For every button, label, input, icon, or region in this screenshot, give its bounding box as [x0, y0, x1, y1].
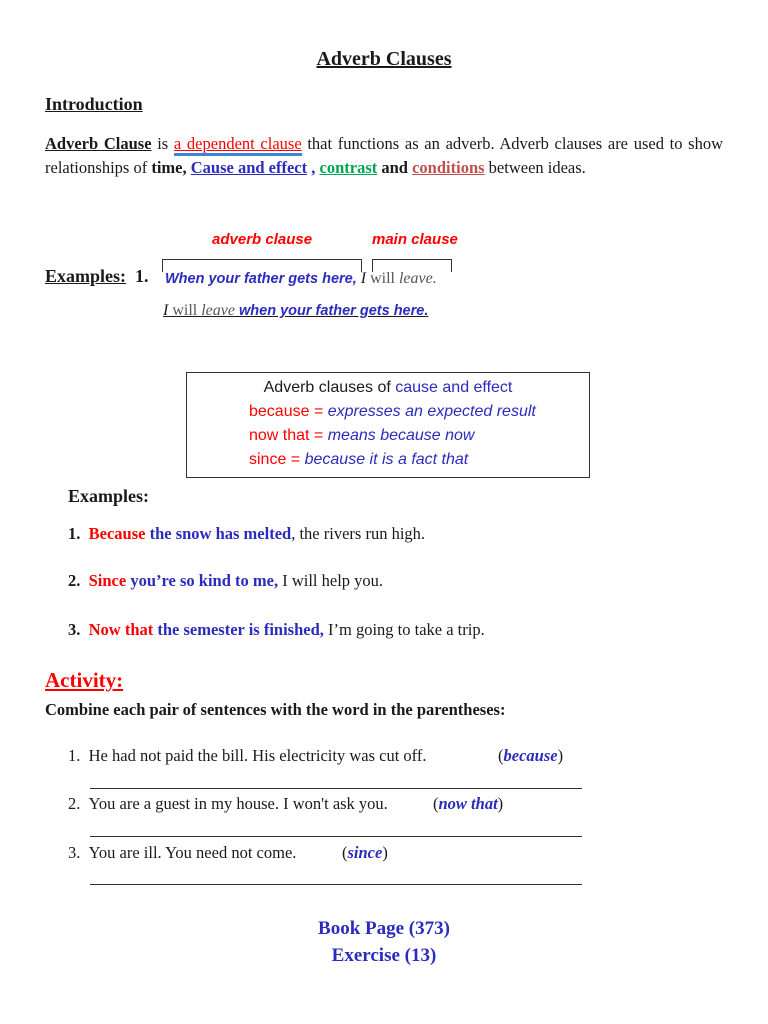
- activity-question-2: [68, 794, 388, 814]
- hint-paren: (: [342, 843, 348, 862]
- question-text: You are ill. You need not come.: [88, 843, 297, 862]
- conjunction-word: now that =: [249, 427, 328, 444]
- keyword-conditions: conditions: [412, 158, 485, 177]
- question-hint-1: [498, 746, 563, 766]
- box-title-text: Adverb clauses of: [263, 379, 396, 396]
- page-title: Adverb Clauses: [316, 48, 452, 70]
- intro-text: is: [151, 134, 174, 153]
- keyword-and: and: [381, 158, 408, 177]
- example-sentence-1: [165, 270, 437, 288]
- keyword-contrast: contrast: [319, 158, 378, 177]
- main-clause-subject: I: [360, 270, 367, 287]
- examples-heading: [45, 266, 149, 287]
- hint-paren: ): [557, 746, 564, 765]
- hint-paren: (: [433, 794, 439, 813]
- box-row-because: [249, 403, 651, 421]
- term-adverb-clause: Adverb Clause: [45, 134, 152, 153]
- hint-word: because: [503, 746, 558, 765]
- main-clause-label: main clause: [372, 231, 458, 248]
- example-sentence-2: [163, 302, 428, 320]
- conjunction-word: since =: [249, 451, 305, 468]
- intro-text: that functions as an adverb. Adverb clauses are used to show relationships of: [45, 134, 723, 177]
- item-clause: you’re so kind to me,: [126, 571, 279, 590]
- conjunction-meaning: because it is a fact that: [304, 451, 469, 468]
- box-row-since: [249, 451, 651, 469]
- activity-question-3: [68, 843, 296, 863]
- main-clause-end: leave: [201, 302, 235, 319]
- item-number: 1.: [68, 524, 81, 543]
- question-hint-3: [342, 843, 388, 863]
- main-clause-end: leave.: [398, 270, 437, 287]
- item-rest: I’m going to take a trip.: [323, 620, 485, 639]
- examples-label: Examples:: [45, 266, 126, 286]
- box-row-now-that: [249, 427, 651, 445]
- book-page-reference: Book Page (373): [318, 918, 450, 939]
- example-item-2: [68, 571, 383, 591]
- box-title: [187, 379, 589, 397]
- answer-line-1[interactable]: [90, 788, 582, 789]
- adverb-clause-label: adverb clause: [212, 231, 313, 248]
- keyword-time: time,: [151, 158, 187, 177]
- adverb-clause-text: When your father gets here,: [165, 271, 357, 287]
- hint-word: since: [347, 843, 383, 862]
- box-title-highlight: cause and effect: [395, 379, 513, 396]
- intro-text: between ideas.: [484, 158, 586, 177]
- introduction-heading: Introduction: [45, 94, 143, 114]
- main-clause-verb: will: [168, 302, 202, 319]
- hint-paren: ): [382, 843, 388, 862]
- item-rest: , the rivers run high.: [291, 524, 426, 543]
- question-text: He had not paid the bill. His electricity was cut off.: [88, 746, 427, 765]
- example-item-1: [68, 524, 425, 544]
- cause-effect-box: [186, 372, 590, 478]
- main-clause-verb: will: [366, 270, 399, 287]
- activity-instruction: Combine each pair of sentences with the word in the parentheses:: [45, 700, 506, 719]
- item-rest: I will help you.: [278, 571, 384, 590]
- keyword-comma: ,: [311, 158, 316, 177]
- keyword-cause-effect: Cause and effect: [190, 158, 308, 177]
- activity-question-1: [68, 746, 426, 766]
- hint-word: now that: [438, 794, 498, 813]
- answer-line-2[interactable]: [90, 836, 582, 837]
- question-number: 3.: [68, 843, 81, 862]
- examples-heading-2: Examples:: [68, 486, 149, 506]
- question-hint-2: [433, 794, 503, 814]
- dependent-clause-highlight: a dependent clause: [174, 134, 302, 156]
- item-conjunction: Because: [88, 524, 146, 543]
- example-item-3: [68, 620, 485, 640]
- item-conjunction: Now that: [88, 620, 154, 639]
- hint-paren: (: [498, 746, 504, 765]
- main-clause-subject: I: [163, 302, 169, 319]
- item-number: 2.: [68, 571, 81, 590]
- conjunction-word: because =: [249, 403, 328, 420]
- adverb-clause-text: when your father gets here.: [234, 303, 429, 319]
- example-number: 1.: [135, 266, 149, 286]
- item-number: 3.: [68, 620, 81, 639]
- conjunction-meaning: means because now: [327, 427, 475, 444]
- question-text: You are a guest in my house. I won't ask you.: [88, 794, 388, 813]
- hint-paren: ): [497, 794, 504, 813]
- introduction-paragraph: [45, 132, 723, 180]
- item-clause: the snow has melted: [145, 524, 292, 543]
- exercise-reference: Exercise (13): [331, 945, 437, 966]
- question-number: 2.: [68, 794, 81, 813]
- conjunction-meaning: expresses an expected result: [327, 403, 536, 420]
- item-clause: the semester is finished,: [153, 620, 324, 639]
- question-number: 1.: [68, 746, 81, 765]
- item-conjunction: Since: [88, 571, 127, 590]
- activity-heading: Activity:: [45, 668, 124, 692]
- answer-line-3[interactable]: [90, 884, 582, 885]
